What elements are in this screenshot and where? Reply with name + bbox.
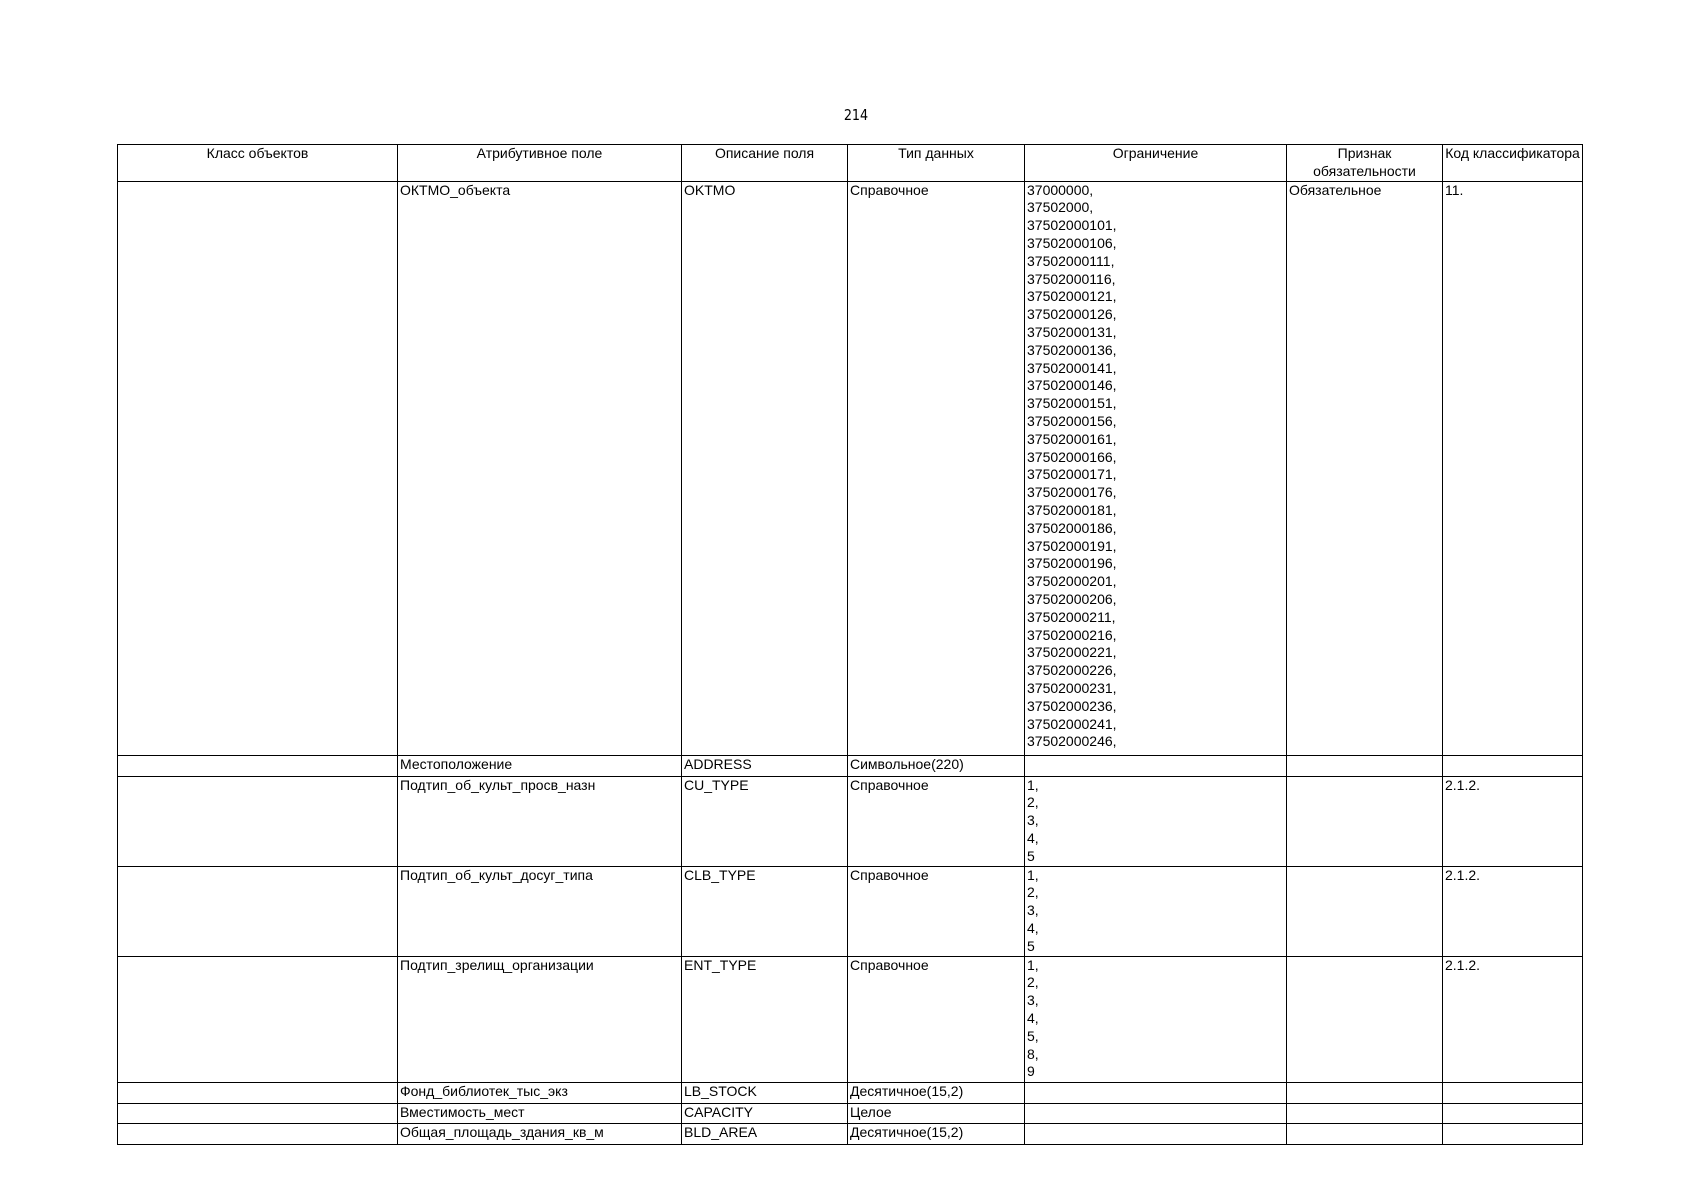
- cell-constraint: [1025, 956, 1287, 1082]
- table-row: [118, 956, 1583, 1082]
- cell-desc: ENT_TYPE: [682, 956, 848, 1082]
- attribute-table: [117, 144, 1583, 1145]
- column-header: Класс объектов: [118, 145, 398, 182]
- table-header: [118, 145, 1583, 182]
- cell-desc: CU_TYPE: [682, 776, 848, 866]
- cell-required: Обязательное: [1287, 181, 1443, 755]
- cell-type: Десятичное(15,2): [848, 1082, 1025, 1103]
- constraint-value: 3,: [1027, 992, 1039, 1009]
- cell-desc: CLB_TYPE: [682, 866, 848, 956]
- cell-desc: LB_STOCK: [682, 1082, 848, 1103]
- cell-required: [1287, 1103, 1443, 1123]
- cell-desc: CAPACITY: [682, 1103, 848, 1123]
- column-header: Код классификатора: [1443, 145, 1583, 182]
- table-row: [118, 181, 1583, 755]
- constraint-value: 37502000191,: [1027, 537, 1117, 554]
- cell-code: [1443, 755, 1583, 776]
- cell-type: Целое: [848, 1103, 1025, 1123]
- constraint-value: 37502000231,: [1027, 679, 1117, 696]
- cell-class: [118, 776, 398, 866]
- cell-type: Десятичное(15,2): [848, 1123, 1025, 1144]
- constraint-value: 37502000141,: [1027, 359, 1117, 376]
- cell-code: [1443, 1082, 1583, 1103]
- cell-required: [1287, 1082, 1443, 1103]
- cell-code: [1443, 1103, 1583, 1123]
- cell-field: ОКТМО_объекта: [398, 181, 682, 755]
- column-header: Атрибутивное поле: [398, 145, 682, 182]
- cell-type: Справочное: [848, 776, 1025, 866]
- constraint-value: 37502000131,: [1027, 323, 1117, 340]
- constraint-value: 37502000216,: [1027, 626, 1117, 643]
- column-header: Описание поля: [682, 145, 848, 182]
- constraint-value: 37502000116,: [1027, 270, 1116, 287]
- constraint-value: 37502000201,: [1027, 573, 1117, 590]
- constraint-value: 3,: [1027, 812, 1039, 829]
- constraint-value: 37502000246,: [1027, 733, 1117, 750]
- constraint-value: 37502000206,: [1027, 590, 1117, 607]
- cell-constraint: [1025, 866, 1287, 956]
- constraint-value: 37502000161,: [1027, 430, 1117, 447]
- cell-field: Фонд_библиотек_тыс_экз: [398, 1082, 682, 1103]
- cell-field: Вместимость_мест: [398, 1103, 682, 1123]
- cell-class: [118, 181, 398, 755]
- cell-field: Подтип_зрелищ_организации: [398, 956, 682, 1082]
- cell-class: [118, 1103, 398, 1123]
- constraint-value: 2,: [1027, 974, 1039, 991]
- cell-desc: OKTMO: [682, 181, 848, 755]
- cell-constraint: [1025, 1103, 1287, 1123]
- cell-constraint: [1025, 1082, 1287, 1103]
- constraint-value: 37502000241,: [1027, 715, 1117, 732]
- constraint-value: 1,: [1027, 956, 1039, 973]
- cell-desc: BLD_AREA: [682, 1123, 848, 1144]
- constraint-value: 37502000106,: [1027, 234, 1117, 251]
- cell-field: Подтип_об_культ_просв_назн: [398, 776, 682, 866]
- cell-class: [118, 1082, 398, 1103]
- constraint-value: 37502000186,: [1027, 519, 1117, 536]
- constraint-value: 37502000146,: [1027, 377, 1117, 394]
- constraint-value: 37502000181,: [1027, 501, 1117, 518]
- cell-constraint: [1025, 1123, 1287, 1144]
- constraint-value: 5: [1027, 847, 1035, 864]
- constraint-value: 37502000196,: [1027, 555, 1117, 572]
- cell-field: Местоположение: [398, 755, 682, 776]
- constraint-value: 37502000176,: [1027, 484, 1117, 501]
- cell-class: [118, 956, 398, 1082]
- constraint-value: 1,: [1027, 866, 1039, 883]
- constraint-value: 37502000111,: [1027, 252, 1115, 269]
- cell-code: 11.: [1443, 181, 1583, 755]
- table-row: [118, 776, 1583, 866]
- constraint-value: 4,: [1027, 1009, 1039, 1026]
- constraint-value: 37502000236,: [1027, 697, 1117, 714]
- constraint-value: 37502000136,: [1027, 341, 1117, 358]
- cell-desc: ADDRESS: [682, 755, 848, 776]
- constraint-value: 37502000226,: [1027, 662, 1117, 679]
- constraint-value: 2,: [1027, 794, 1039, 811]
- constraint-value: 37502000151,: [1027, 395, 1117, 412]
- column-header: Ограничение: [1025, 145, 1287, 182]
- cell-class: [118, 1123, 398, 1144]
- page-number: 214: [843, 106, 869, 124]
- cell-required: [1287, 1123, 1443, 1144]
- constraint-value: 5,: [1027, 1027, 1039, 1044]
- cell-required: [1287, 755, 1443, 776]
- cell-type: Справочное: [848, 181, 1025, 755]
- cell-field: Подтип_об_культ_досуг_типа: [398, 866, 682, 956]
- table-row: [118, 1103, 1583, 1123]
- constraint-value: 4,: [1027, 829, 1039, 846]
- cell-required: [1287, 866, 1443, 956]
- constraint-value: 37502000211,: [1027, 608, 1116, 625]
- cell-code: [1443, 1123, 1583, 1144]
- cell-type: Справочное: [848, 866, 1025, 956]
- constraint-value: 5: [1027, 937, 1035, 954]
- column-header: Тип данных: [848, 145, 1025, 182]
- constraint-value: 1,: [1027, 776, 1039, 793]
- constraint-value: 37502000126,: [1027, 306, 1117, 323]
- cell-type: Символьное(220): [848, 755, 1025, 776]
- constraint-value: 37502000171,: [1027, 466, 1117, 483]
- cell-code: 2.1.2.: [1443, 866, 1583, 956]
- constraint-value: 37502000121,: [1027, 288, 1117, 305]
- constraint-value: 8,: [1027, 1045, 1039, 1062]
- constraint-value: 9: [1027, 1063, 1035, 1080]
- column-header: Признак обязательности: [1287, 145, 1443, 182]
- constraint-value: 37000000,: [1027, 181, 1094, 198]
- constraint-value: 2,: [1027, 884, 1039, 901]
- cell-type: Справочное: [848, 956, 1025, 1082]
- cell-required: [1287, 956, 1443, 1082]
- cell-field: Общая_площадь_здания_кв_м: [398, 1123, 682, 1144]
- cell-code: 2.1.2.: [1443, 776, 1583, 866]
- cell-code: 2.1.2.: [1443, 956, 1583, 1082]
- cell-constraint: [1025, 181, 1287, 755]
- constraint-value: 4,: [1027, 919, 1039, 936]
- table-row: [118, 1123, 1583, 1144]
- table-row: [118, 1082, 1583, 1103]
- constraint-value: 37502000156,: [1027, 412, 1117, 429]
- constraint-value: 37502000166,: [1027, 448, 1117, 465]
- constraint-value: 37502000,: [1027, 199, 1094, 216]
- constraint-value: 37502000101,: [1027, 217, 1117, 234]
- cell-class: [118, 866, 398, 956]
- cell-class: [118, 755, 398, 776]
- constraint-value: 3,: [1027, 902, 1039, 919]
- cell-constraint: [1025, 755, 1287, 776]
- constraint-value: 37502000221,: [1027, 644, 1117, 661]
- table-row: [118, 866, 1583, 956]
- cell-required: [1287, 776, 1443, 866]
- cell-constraint: [1025, 776, 1287, 866]
- table-row: [118, 755, 1583, 776]
